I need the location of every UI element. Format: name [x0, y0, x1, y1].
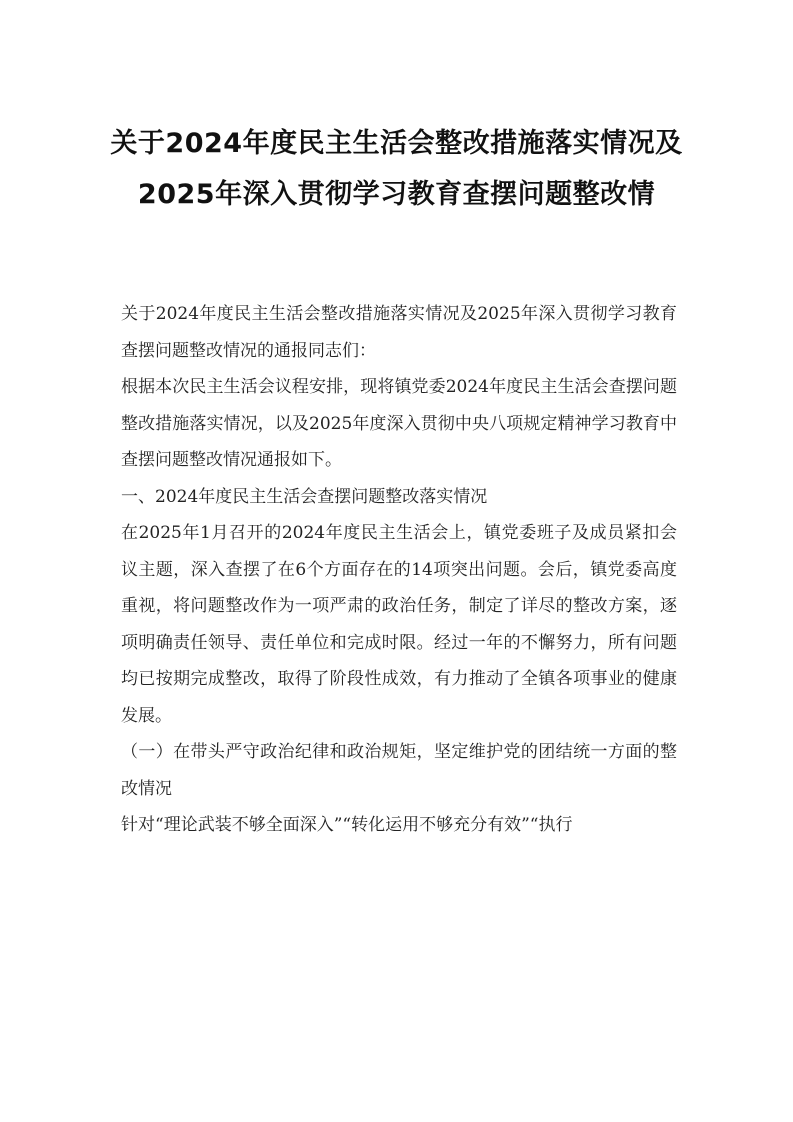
paragraph-intro: 根据本次民主生活会议程安排，现将镇党委2024年度民主生活会查摆问题整改措施落实情况，以及2025年度深入贯彻中央八项规定精神学习教育中查摆问题整改情况通报如下。 — [121, 377, 677, 470]
subsection-heading-1: （一）在带头严守政治纪律和政治规矩，坚定维护党的团结统一方面的整改情况 — [121, 742, 677, 799]
paragraph-section-1: 在2025年1月召开的2024年度民主生活会上，镇党委班子及成员紧扣会议主题，深入查摆了在6个方面存在的14项突出问题。会后，镇党委高度重视，将问题整改作为一项严肃的政治任务，制定了详尽的整改方案，逐项明确责任领导、责任单位和完成时限。经过一年的不懈努力，所有问题均已按期完成整改，取得了阶段性成效，有力推动了全镇各项事业的健康发展。 — [121, 523, 677, 726]
document-body — [121, 296, 677, 844]
document-title: 关于2024年度民主生活会整改措施落实情况及2025年深入贯彻学习教育查摆问题整改情 — [110, 128, 683, 210]
section-heading-1: 一、2024年度民主生活会查摆问题整改落实情况 — [121, 486, 488, 507]
paragraph-subsection-1: 针对“理论武装不够全面深入”“转化运用不够充分有效”“执行 — [121, 815, 573, 835]
paragraph-salutation: 关于2024年度民主生活会整改措施落实情况及2025年深入贯彻学习教育查摆问题整改情况的通报同志们： — [121, 304, 677, 361]
